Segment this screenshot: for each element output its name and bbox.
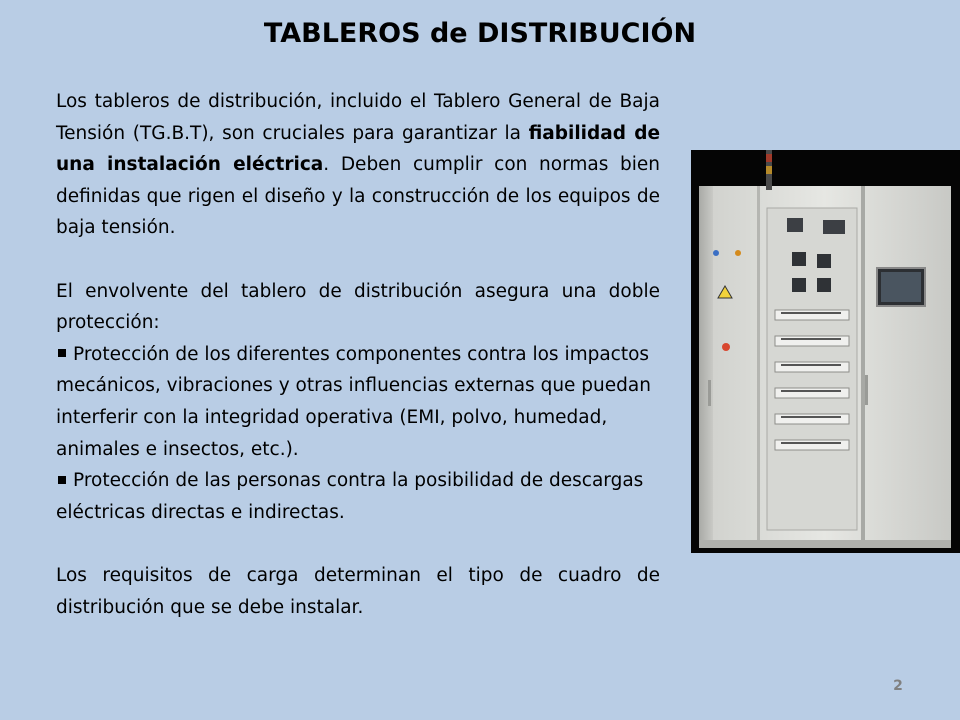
bullet-text-2: Protección de las personas contra la posibilidad de descargas eléctricas directas e indirectas. xyxy=(56,470,644,523)
intro-text-2: . Deben cumplir con normas bien definidas que rigen el diseño y la construcción de los equipos de baja tensión. xyxy=(56,154,660,239)
distribution-board-photo xyxy=(691,150,960,553)
bullet-item-2 xyxy=(56,465,660,528)
square-bullet-icon xyxy=(58,349,66,357)
square-bullet-icon xyxy=(58,476,66,484)
intro-bold-text: fiabilidad de una instalación eléctrica xyxy=(56,122,660,176)
slide-body xyxy=(56,86,660,623)
envelope-intro-paragraph: El envolvente del tablero de distribución asegura una doble protección: xyxy=(56,280,660,334)
bullet-item-1 xyxy=(56,339,660,465)
intro-paragraph xyxy=(56,86,660,244)
bullet-text-1: Protección de los diferentes componentes contra los impactos mecánicos, vibraciones y otras influencias externas que puedan interferir con la integridad operativa (EMI, polvo, humedad, animales e insectos, etc.). xyxy=(56,343,651,460)
page-number: 2 xyxy=(893,678,903,694)
intro-text-1: Los tableros de distribución, incluido el Tablero General de Baja Tensión (TG.B.T), son cruciales para garantizar la xyxy=(56,91,660,144)
closing-paragraph: Los requisitos de carga determinan el tipo de cuadro de distribución que se debe instalar. xyxy=(56,564,660,618)
slide-title: TABLEROS de DISTRIBUCIÓN xyxy=(263,18,697,49)
